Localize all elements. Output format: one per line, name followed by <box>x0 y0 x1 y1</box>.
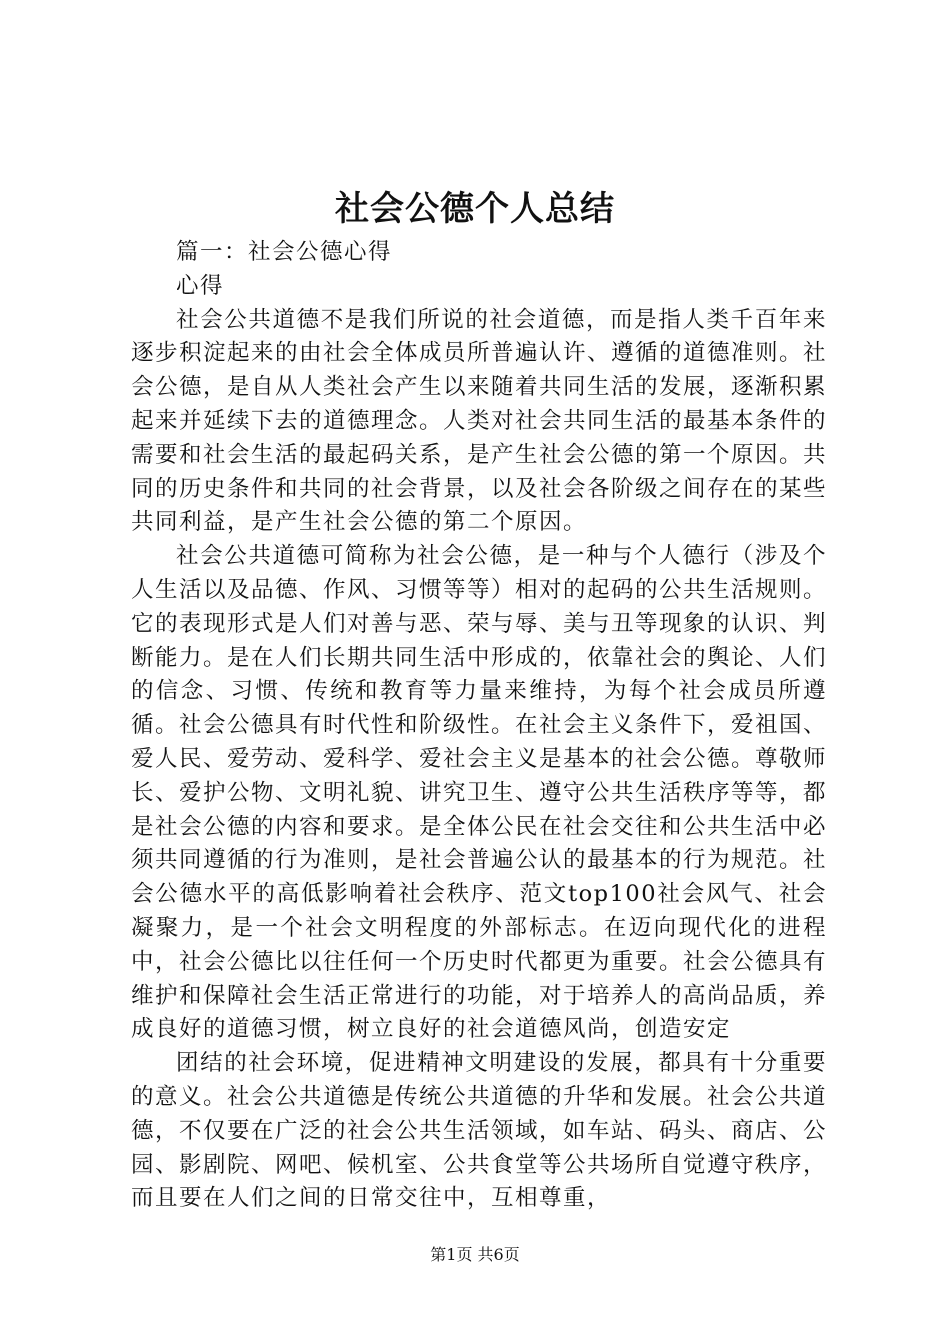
paragraph-2: 社会公共道德可简称为社会公德，是一种与个人德行（涉及个人生活以及品德、作风、习惯等等）相对的起码的公共生活规则。它的表现形式是人们对善与恶、荣与辱、美与丑等现象的认识、判断能力。是在人们长期共同生活中形成的，依靠社会的舆论、人们的信念、习惯、传统和教育等力量来维持，为每个社会成员所遵循。社会公德具有时代性和阶级性。在社会主义条件下，爱祖国、爱人民、爱劳动、爱科学、爱社会主义是基本的社会公德。尊敬师长、爱护公物、文明礼貌、讲究卫生、遵守公共生活秩序等等，都是社会公德的内容和要求。是全体公民在社会交往和公共生活中必须共同遵循的行为准则，是社会普遍公认的最基本的行为规范。社会公德水平的高低影响着社会秩序、范文top100社会风气、社会凝聚力，是一个社会文明程度的外部标志。在迈向现代化的进程中，社会公德比以往任何一个历史时代都更为重要。社会公德具有维护和保障社会生活正常进行的功能，对于培养人的高尚品质，养成良好的道德习惯，树立良好的社会道德风尚，创造安定 <box>131 543 828 1043</box>
subheading: 心得 <box>176 272 225 299</box>
document-body <box>131 236 827 1216</box>
paragraph-1: 社会公共道德不是我们所说的社会道德，而是指人类千百年来逐步积淀起来的由社会全体成员所普遍认许、遵循的道德准则。社会公德，是自从人类社会产生以来随着共同生活的发展，逐渐积累起来并延续下去的道德理念。人类对社会共同生活的最基本条件的需要和社会生活的最起码关系，是产生社会公德的第一个原因。共同的历史条件和共同的社会背景，以及社会各阶级之间存在的某些共同利益，是产生社会公德的第二个原因。 <box>131 306 828 536</box>
paragraph-3: 团结的社会环境，促进精神文明建设的发展，都具有十分重要的意义。社会公共道德是传统公共道德的升华和发展。社会公共道德，不仅要在广泛的社会公共生活领域，如车站、码头、商店、公园、影剧院、网吧、候机室、公共食堂等公共场所自觉遵守秩序，而且要在人们之间的日常交往中，互相尊重， <box>131 1050 828 1212</box>
page-footer: 第1页 共6页 <box>430 1245 520 1264</box>
section-heading: 篇一：社会公德心得 <box>176 239 393 265</box>
document-title: 社会公德个人总结 <box>335 189 615 229</box>
